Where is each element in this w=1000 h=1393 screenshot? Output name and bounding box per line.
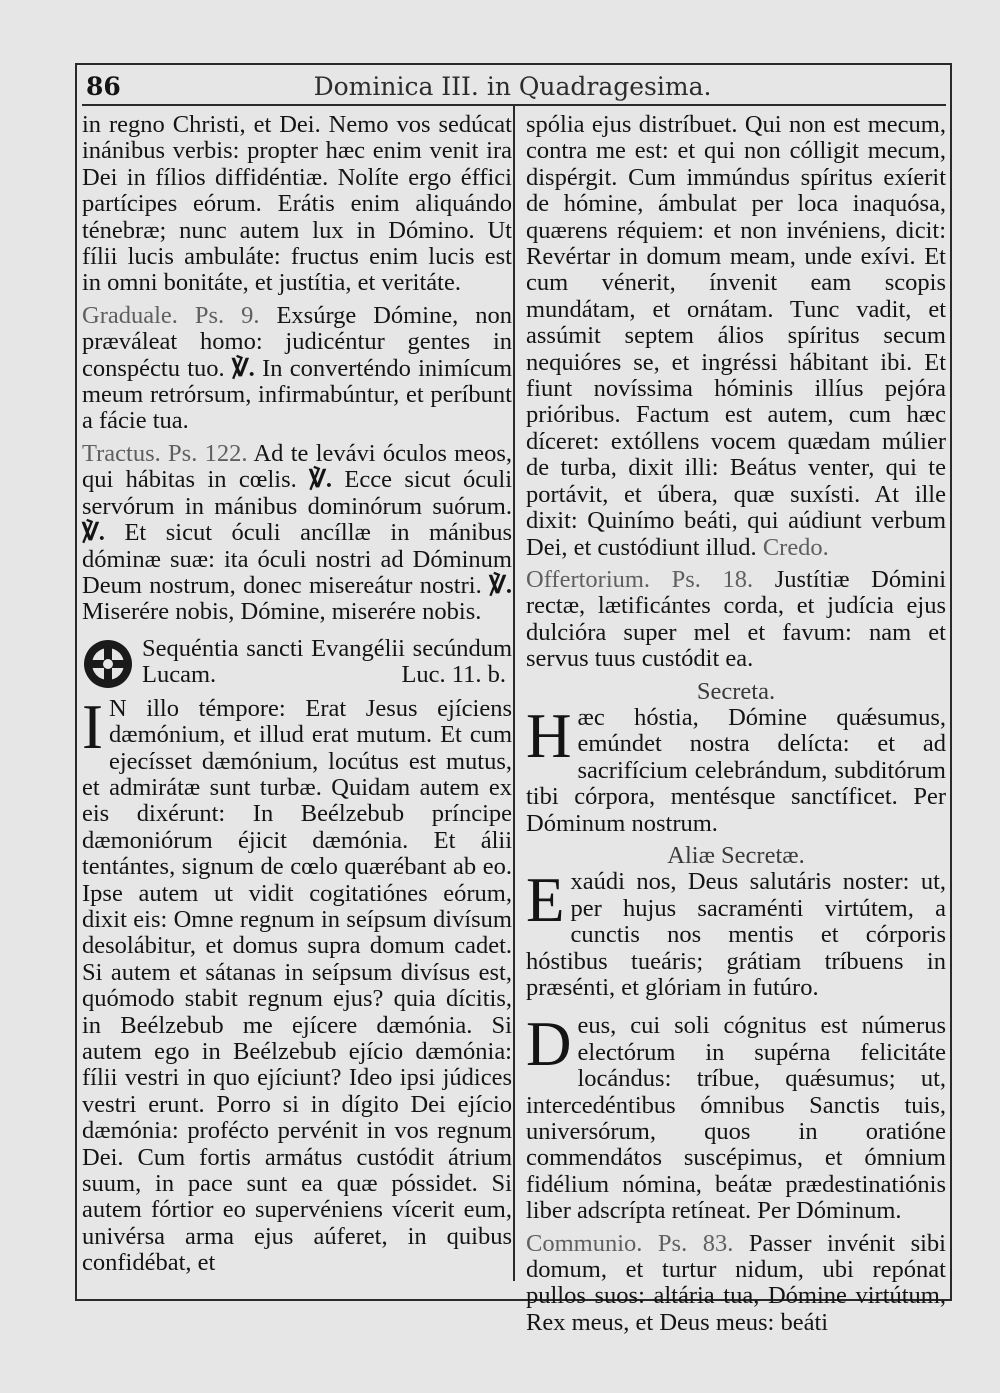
graduale xyxy=(82,303,512,435)
drop-cap-initial: E xyxy=(526,865,565,936)
gospel xyxy=(82,691,512,1277)
left-column xyxy=(82,112,512,1277)
page-number: 86 xyxy=(86,72,121,101)
tractus-verse-1: Ecce sicut óculi servórum in mánibus dominórum suórum. xyxy=(82,466,513,520)
offertorium-label: Offertorium. Ps. 18. xyxy=(526,565,754,593)
offertorium xyxy=(526,567,946,673)
drop-cap-initial: I xyxy=(82,691,103,762)
drop-cap-initial: H xyxy=(526,700,572,771)
secreta-heading: Secreta. xyxy=(696,677,776,705)
credo-label: Credo. xyxy=(762,533,829,561)
aliae-secretae-2 xyxy=(526,1009,946,1225)
sequentia-heading xyxy=(82,636,512,690)
secreta-text: æc hóstia, Dómine quǽsumus, emúndet nostra delícta: et ad sacrifícium celebrándum, subditórum tibi córpora, mentésque sanctíficet. Per Dóminum nostrum. xyxy=(526,703,946,837)
tractus-verse-3: Miserére nobis, Dómine, miserére nobis. xyxy=(82,598,482,626)
versicle-icon: ℣. xyxy=(231,354,255,382)
graduale-label: Graduale. Ps. 9. xyxy=(82,301,260,329)
page-title: Dominica III. in Quadragesima. xyxy=(313,72,712,101)
graduale-verse: In converténdo inimícum meum retrórsum, infirmabúntur, et períbunt a fácie tua. xyxy=(82,354,513,435)
aliae-secretae-1-text: xaúdi nos, Deus salutáris noster: ut, per hujus sacraménti virtútem, a cunctis nos mentis et córporis hóstibus tueáris; grátiam tríbuens in præsénti, et glóriam in futúro. xyxy=(526,868,946,1001)
aliae-secretae-heading: Aliæ Secretæ. xyxy=(667,841,805,869)
right-column xyxy=(526,112,946,1336)
page-header xyxy=(80,70,945,104)
sequentia-text: Sequéntia sancti Evangélii secúndum Lucam. xyxy=(142,634,512,689)
tractus-label: Tractus. Ps. 122. xyxy=(82,439,248,467)
communio-label: Communio. Ps. 83. xyxy=(526,1229,734,1257)
tractus-text: Ad te levávi óculos meos, qui hábitas in cœlis. xyxy=(82,439,513,494)
gospel-text: N illo témpore: Erat Jesus ejíciens dæmónium, et illud erat mutum. Et cum ejecísset dæmónium, locútus est mutus, et admirátæ sunt turbæ. Quidam autem ex eis dixérunt: In Beélzebub príncipe dæmoniórum éjicit dæmónia. Et álii tentántes, signum de cœlo quærébant ab eo. Ipse autem ut vidit cogitatiónes eórum, dixit eis: Omne regnum in seípsum divísum desolábitur, et domus supra domum cadet. Si autem et sátanas in seípsum divísus est, quómodo stabit regnum ejus? quia dícitis, in Beélzebub me ejícere dæmónia. Si autem ego in Beélzebub ejício dæmónia: fílii vestri in quo ejíciunt? Ideo ipsi júdices vestri erunt. Porro si in dígito Dei ejício dæmónia: profécto pervénit in vos regnum Dei. Cum fortis armátus custódit átrium suum, in pace sunt ea quæ póssidet. Si autem fórtior eo supervéniens vícerit eum, univérsa arma ejus aúferet, in quibus confidébat, et xyxy=(82,694,512,1277)
communio-text: Passer invénit sibi domum, et turtur nidum, ubi repónat pullos suos: altária tua, Dómine virtútum, Rex meus, et Deus meus: beáti xyxy=(526,1229,946,1336)
gospel-continuation-text: spólia ejus distríbuet. Qui non est mecum, contra me est: et qui non cólligit mecum, dispérgit. Cum immúndus spíritus exíerit de hómine, ámbulat per loca inaquósa, quærens réquiem: et non invéniens, dicit: Revértar in domum meam, unde exívi. Et cum vénerit, ínvenit eam scopis mundátam, et ornátam. Tunc vadit, et assúmit septem álios spíritus secum nequióres se, et ingréssi hábitant ibi. Et fiunt novíssima hóminis illíus pejóra prióribus. Factum est autem, cum hæc díceret: extóllens vocem quædam múlier de turba, dixit illi: Beátus venter, qui te portávit, et úbera, quæ suxísti. At ille dixit: Quinímo beáti, qui aúdiunt verbum Dei, et custódiunt illud. xyxy=(526,111,946,561)
drop-cap-initial: D xyxy=(526,1009,572,1080)
versicle-icon: ℣. xyxy=(489,571,513,599)
gospel-reference: Luc. 11. b. xyxy=(401,661,506,689)
epistle-ending: in regno Christi, et Dei. Nemo vos sedúcat inánibus verbis: propter hæc enim venit ira Dei in fílios diffidéntiæ. Nolíte ergo éffici partícipes eórum. Erátis enim aliquándo ténebræ; nunc autem lux in Dómino. Ut fílii lucis ambuláte: fructus enim lucis est in omni bonitáte, et justítia, et veritáte. xyxy=(82,111,512,297)
communio xyxy=(526,1231,946,1337)
tractus-verse-2: Et sicut óculi ancíllæ in mánibus dóminæ suæ: ita óculi nostri ad Dóminum Deum nostrum, donec misereátur nostri. xyxy=(82,519,513,599)
versicle-icon: ℣. xyxy=(82,519,105,547)
aliae-secretae-2-text: eus, cui soli cógnitus est númerus electórum in supérna felicitáte locándus: tríbue, quǽsumus; ut, intercedéntibus ómnibus Sanctis tuis, universórum, quos in oratióne commendátos suscépimus, et ómnium fidélium nómina, beátæ prædestinatiónis liber adscrípta retíneat. Per Dóminum. xyxy=(526,1012,946,1225)
tractus xyxy=(82,441,512,626)
column-divider xyxy=(513,106,515,1281)
gospel-continuation xyxy=(526,112,946,561)
secreta xyxy=(526,700,946,837)
aliae-secretae-1 xyxy=(526,865,946,1001)
cross-icon xyxy=(82,638,134,690)
graduale-text: Exsúrge Dómine, non præváleat homo: judicéntur gentes in conspéctu tuo. xyxy=(82,301,512,382)
offertorium-text: Justítiæ Dómini rectæ, lætificántes corda, et judícia ejus dulcióra super mel et favum: nam et servus tuus custódit ea. xyxy=(526,565,947,673)
versicle-icon: ℣. xyxy=(309,466,333,494)
